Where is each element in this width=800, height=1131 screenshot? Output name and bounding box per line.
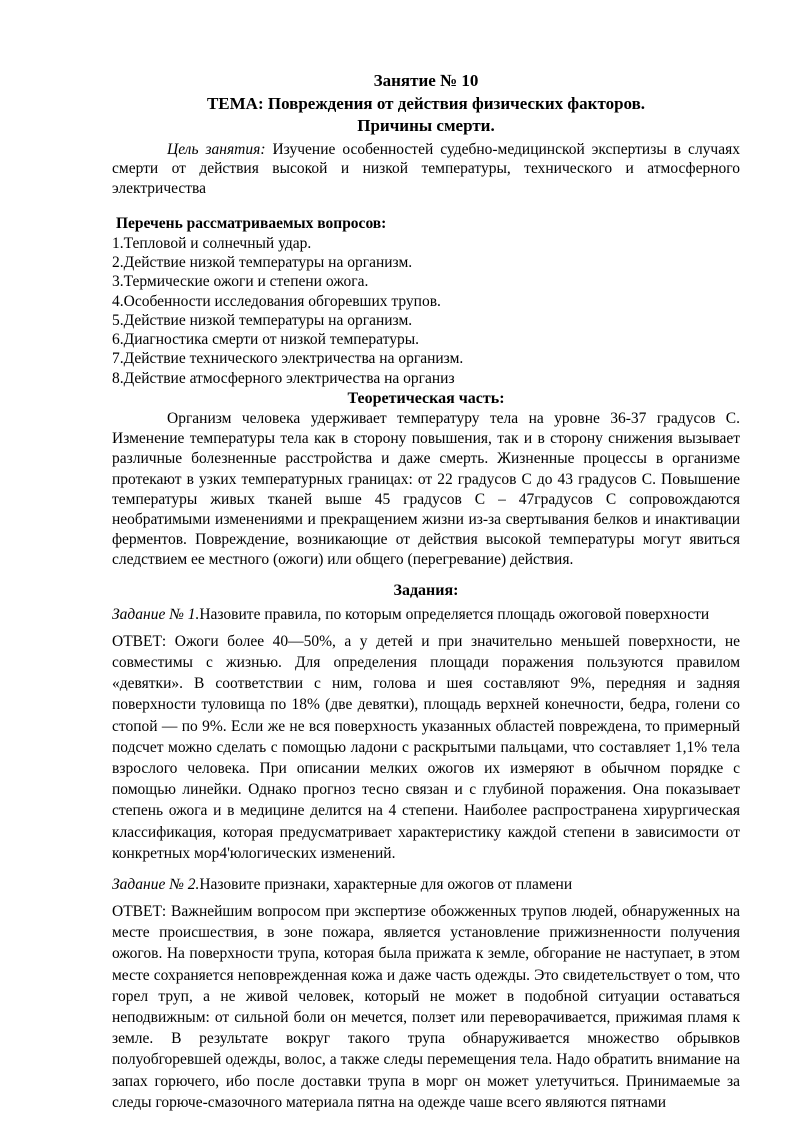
questions-list bbox=[112, 234, 740, 388]
theme-subtitle: Причины смерти. bbox=[357, 116, 495, 135]
goal-label: Цель занятия: bbox=[167, 140, 266, 158]
question-item-6: 6.Диагностика смерти от низкой температуры. bbox=[112, 331, 420, 349]
task-1-answer: ОТВЕТ: Ожоги более 40—50%, а у детей и при значительно меньшей поверхности, не совместимы с жизнью. Для определения площади поражения пользуются правилом «девятки». В соответствии с ним, голова и шея составляют 9%, передняя и задняя поверхности туловища по 18% (две девятки), площадь верхней конечности, бедра, голени со стопой — по 9%. Если же не вся поверхность указанных областей повреждена, то примерный подсчет можно сделать с помощью ладони с раскрытыми пальцами, что составляет 1,1% тела взрослого человека. При описании мелких ожогов их измеряют в обычном порядке с помощью линейки. Однако прогноз тесно связан и с глубиной поражения. Она показывает степень ожога и в медицине делится на 4 степени. Наиболее распространена хирургическая классификация, которая предусматривает характеристику каждой степени в зависимости от конкретных мор4'юлогических изменений. bbox=[112, 632, 740, 862]
question-item-5: 5.Действие низкой температуры на организм. bbox=[112, 311, 413, 329]
goal-text: Изучение особенностей судебно-медицинской экспертизы в случаях смерти от действия высокой и низкой температуры, технического и атмосферного электричества bbox=[112, 140, 740, 198]
task-2-answer: ОТВЕТ: Важнейшим вопросом при экспертизе обожженных трупов людей, обнаруженных на месте происшествия, в зоне пожара, является установление прижизненности получения ожогов. На поверхности трупа, которая была прижата к земле, обгорание не наступает, в этом месте сохраняется неповрежденная кожа и даже часть одежды. Это свидетельствует о том, что горел труп, а не живой человек, который не может в подобной ситуации оставаться неподвижным: от сильной боли он мечется, ползет или переворачивается, прижимая пламя к земле. В результате вокруг такого трупа обнаруживается множество обрывков полуобгоревшей одежды, волос, а также следы перемещения тела. Надо обратить внимание на запах горючего, ибо после доставки трупа в морг он может улетучиться. Принимаемые за следы горюче-смазочного материала пятна на одежде чаше всего являются пятнами bbox=[112, 902, 740, 1111]
task-1-line bbox=[112, 604, 740, 625]
question-item-1: 1.Тепловой и солнечный удар. bbox=[112, 234, 312, 252]
tasks-heading: Задания: bbox=[393, 581, 459, 599]
question-item-3: 3.Термические ожоги и степени ожога. bbox=[112, 273, 369, 291]
goal-paragraph bbox=[112, 140, 740, 199]
theory-paragraph: Организм человека удерживает температуру тела на уровне 36-37 градусов С. Изменение температуры тела как в сторону повышения, так и в сторону снижения вызывает различные болезненные расстройства и даже смерть. Жизненные процессы в организме протекают в узких температурных границах: от 22 градусов С до 43 градусов С. Повышение температуры живых тканей выше 45 градусов С – 47градусов С сопровождаются необратимыми изменениями и прекращением жизни из-за свертывания белков и инактивации ферментов. Повреждение, возникающие от действия высокой температуры могут явиться следствием ее местного (ожоги) или общего (перегревание) действия. bbox=[112, 410, 740, 569]
questions-heading: Перечень рассматриваемых вопросов: bbox=[116, 214, 387, 232]
question-item-8: 8.Действие атмосферного электричества на организ bbox=[112, 369, 455, 387]
lesson-number-title: Занятие № 10 bbox=[373, 71, 479, 90]
theme-title: ТЕМА: Повреждения от действия физических факторов. bbox=[206, 93, 646, 113]
task-2-label: Задание № 2. bbox=[112, 875, 200, 893]
question-item-7: 7.Действие технического электричества на организм. bbox=[112, 350, 464, 368]
theory-heading: Теоретическая часть: bbox=[347, 390, 505, 408]
task-1-label: Задание № 1. bbox=[112, 605, 200, 623]
task-2-text: Назовите признаки, характерные для ожогов от пламени bbox=[199, 875, 573, 893]
question-item-4: 4.Особенности исследования обгоревших трупов. bbox=[112, 292, 441, 310]
task-1-text: Назовите правила, по которым определяется площадь ожоговой поверхности bbox=[199, 605, 710, 623]
task-2-line bbox=[112, 874, 740, 895]
question-item-2: 2.Действие низкой температуры на организм. bbox=[112, 253, 413, 271]
